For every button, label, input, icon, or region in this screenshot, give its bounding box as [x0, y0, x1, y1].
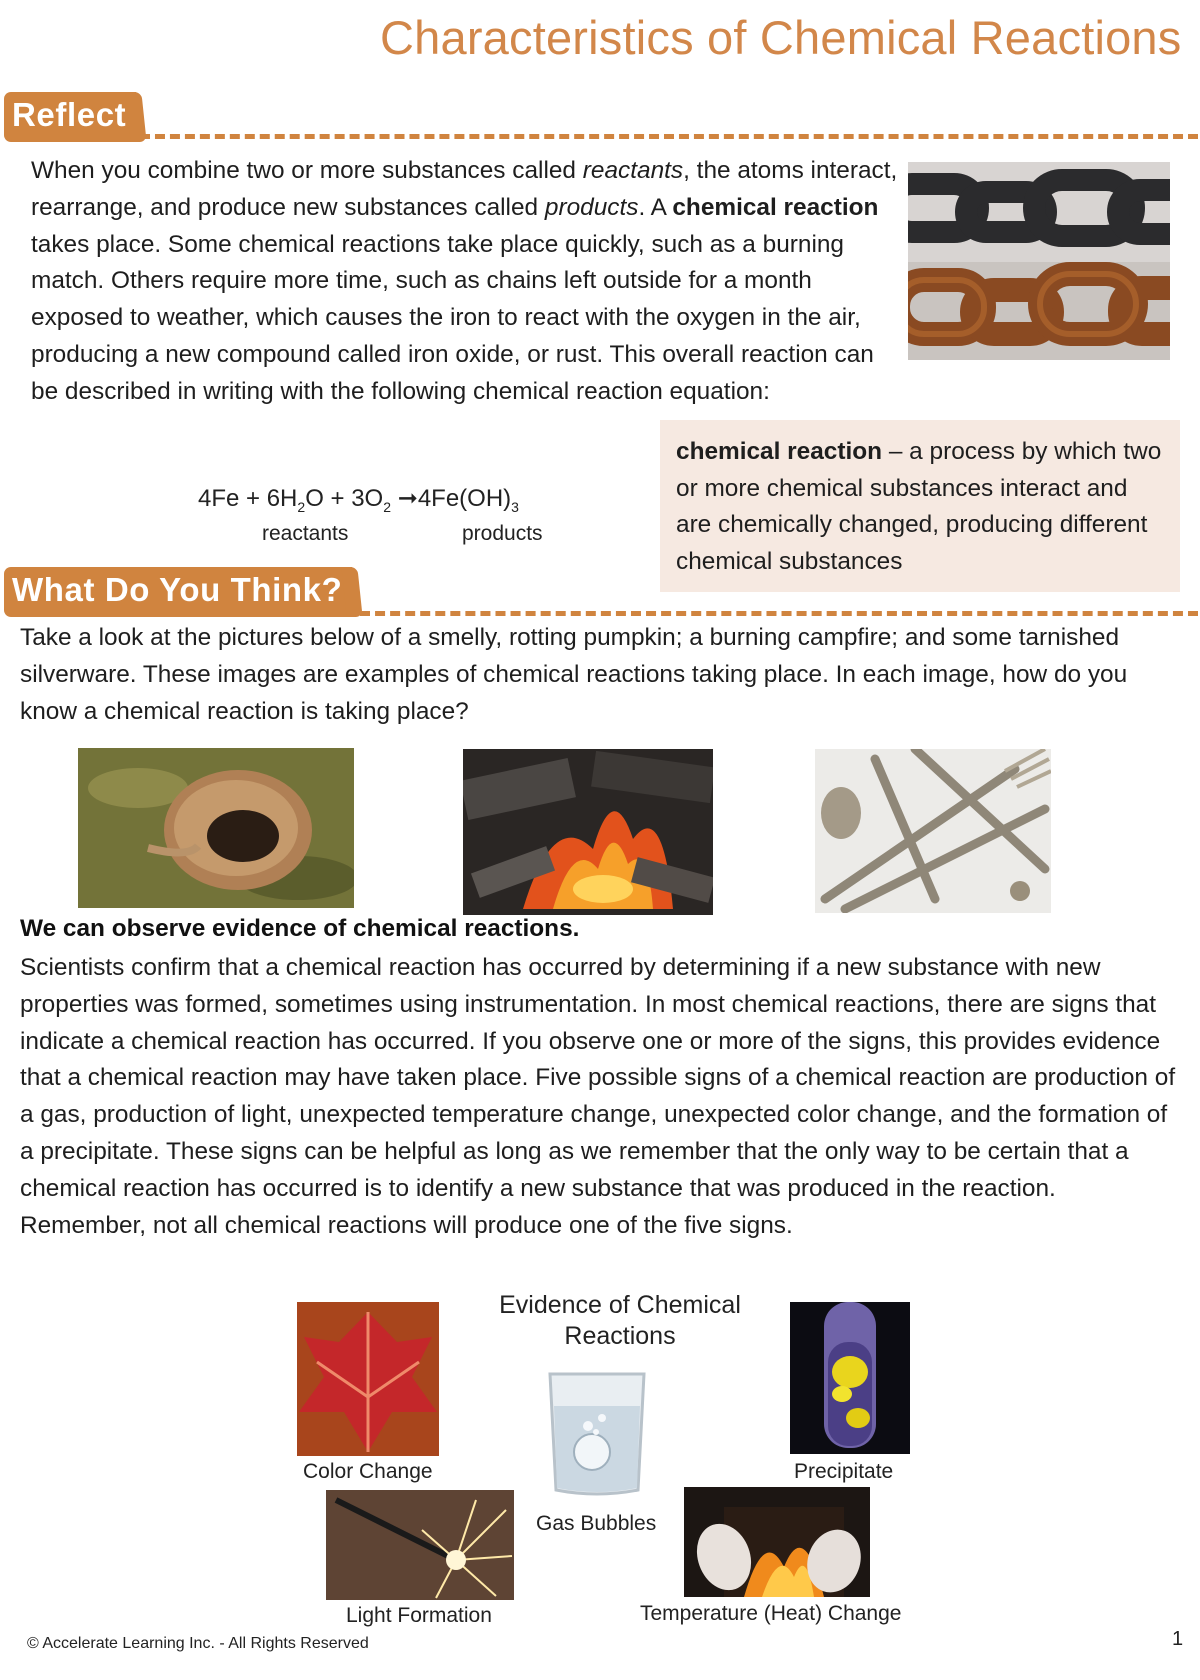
what-do-you-think-tab [4, 567, 352, 617]
chemical-equation: $4Fe + 6H_2O + 3O_2$ $➞4Fe(OH)_3$ [198, 485, 519, 515]
fireplace-hands-photo [684, 1487, 870, 1597]
evidence-heading: We can observe evidence of chemical reactions. [20, 915, 580, 942]
reactants-label: reactants [262, 522, 349, 545]
reactants-term: reactants [582, 157, 684, 184]
sparkler-photo [326, 1490, 514, 1600]
tarnished-silverware-photo [815, 749, 1051, 913]
think-dashed-rule [360, 611, 1198, 616]
definition-box [660, 420, 1180, 592]
evidence-figure-title: Evidence of Chemical Reactions [499, 1291, 741, 1350]
temperature-change-label: Temperature (Heat) Change [640, 1602, 902, 1625]
reaction-arrow: ➞ [397, 485, 418, 512]
chains-photo [908, 162, 1170, 360]
rotting-pumpkin-photo [78, 748, 354, 908]
page-title: Characteristics of Chemical Reactions [380, 11, 1182, 64]
reflect-paragraph: When you combine two or more substances called reactants, the atoms interact, rearrange, and produce new substances called products. A chemical reaction takes place. Some chemical reactions take place quickly, such as a burning match. Others require more time, such as chains left outside for a month exposed to weather, which causes the iron to react with the oxygen in the air, producing a new compound called iron oxide, or rust. This overall reaction can be described in writing with the following chemical reaction equation: [31, 157, 898, 405]
campfire-photo [463, 749, 713, 915]
precipitate-test-tube-photo [790, 1302, 910, 1454]
color-change-label: Color Change [303, 1460, 433, 1483]
gas-bubbles-label: Gas Bubbles [536, 1512, 657, 1535]
reflect-dashed-rule [140, 134, 1198, 139]
products-term: products [544, 193, 639, 221]
chemical-reaction-term: chemical reaction [672, 193, 879, 221]
definition-term: chemical reaction [676, 438, 883, 465]
think-paragraph: Take a look at the pictures below of a smelly, rotting pumpkin; a burning campfire; and some tarnished silverware. These images are examples of chemical reactions taking place. In each image, how do you know a chemical reaction is taking place? [20, 624, 1128, 725]
evidence-paragraph: Scientists confirm that a chemical reaction has occurred by determining if a new substance with new properties was formed, sometimes using instrumentation. In most chemical reactions, there are signs that indicate a chemical reaction has occurred. If you observe one or more of the signs, this provides evidence that a chemical reaction may have taken place. Five possible signs of a chemical reaction are production of a gas, production of light, unexpected temperature change, unexpected color change, and the formation of a precipitate. These signs can be helpful as long as we remember that the only way to be certain that a chemical reaction has occurred is to identify a new substance that was produced in the reaction. Remember, not all chemical reactions will produce one of the five signs. [20, 954, 1176, 1239]
gas-bubbles-beaker [540, 1366, 654, 1498]
page-number: 1 [1172, 1628, 1184, 1650]
light-formation-label: Light Formation [346, 1604, 492, 1627]
what-do-you-think-tab-label: What Do You Think? [12, 571, 343, 608]
precipitate-label: Precipitate [794, 1460, 894, 1483]
reflect-tab [4, 92, 136, 142]
reflect-tab-label: Reflect [12, 96, 127, 133]
definition-text: – a process by which two or more chemical substances interact and are chemically changed, producing different chemical substances [676, 438, 1162, 575]
copyright-footer: © Accelerate Learning Inc. - All Rights Reserved [27, 1635, 369, 1652]
red-leaf-photo [297, 1302, 439, 1456]
products-label: products [462, 522, 543, 545]
